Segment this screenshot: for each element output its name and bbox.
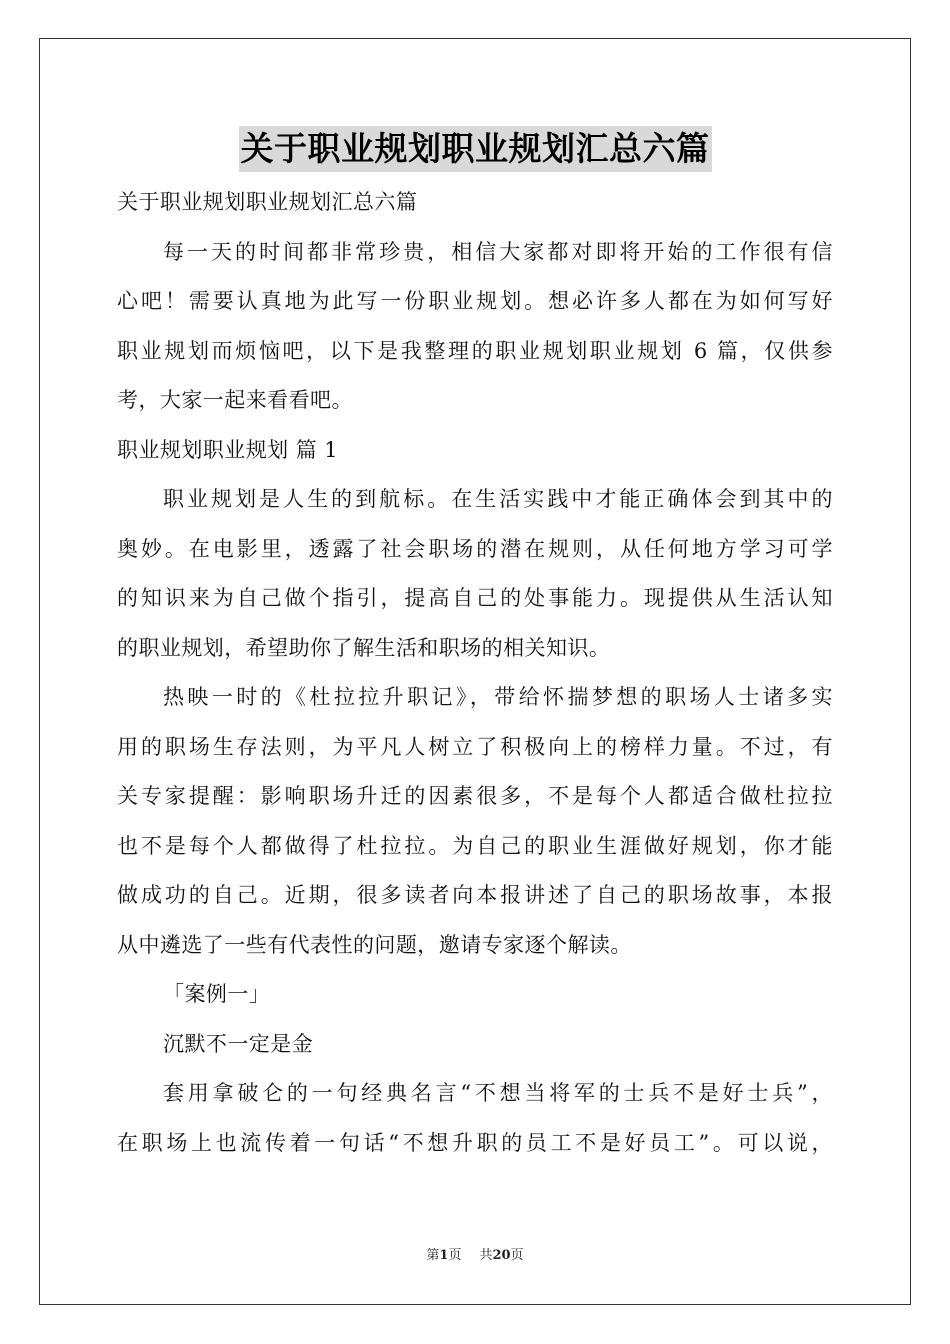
page-number: 1 (439, 1248, 449, 1263)
paragraph-line: 考，大家一起来看看吧。 (117, 388, 353, 412)
total-pages: 20 (492, 1248, 511, 1263)
paragraph-line: 的知识来为自己做个指引，提高自己的处事能力。现提供从生活认知 (117, 586, 833, 610)
total-suffix: 页 (510, 1248, 524, 1263)
page-prefix: 第 (426, 1248, 440, 1263)
case-subheading: 沉默不一定是金 (163, 1031, 314, 1056)
paragraph-line: 关专家提醒：影响职场升迁的因素很多，不是每个人都适合做杜拉拉 (117, 784, 833, 808)
paragraph-line: 每一天的时间都非常珍贵，相信大家都对即将开始的工作很有信 (163, 239, 833, 264)
paragraph-line: 的职业规划，希望助你了解生活和职场的相关知识。 (117, 635, 611, 660)
subtitle-line: 关于职业规划职业规划汇总六篇 (117, 190, 418, 214)
paragraph-line: 套用拿破仑的一句经典名言“不想当将军的士兵不是好士兵”， (163, 1081, 833, 1105)
paragraph-line: 奥妙。在电影里，透露了社会职场的潜在规则，从任何地方学习可学 (117, 536, 833, 561)
title-block (0, 126, 950, 172)
page-suffix: 页 (448, 1248, 462, 1263)
paragraph-line: 从中遴选了一些有代表性的问题，邀请专家逐个解读。 (117, 932, 632, 957)
section-heading: 职业规划职业规划 篇 1 (117, 437, 339, 462)
paragraph-line: 心吧！需要认真地为此写一份职业规划。想必许多人都在为如何写好 (117, 289, 833, 313)
document-title: 关于职业规划职业规划汇总六篇 (239, 126, 712, 172)
paragraph-line: 做成功的自己。近期，很多读者向本报讲述了自己的职场故事，本报 (117, 883, 833, 907)
paragraph-line: 用的职场生存法则，为平凡人树立了积极向上的榜样力量。不过，有 (117, 734, 833, 759)
paragraph-line: 也不是每个人都做得了杜拉拉。为自己的职业生涯做好规划，你才能 (117, 833, 833, 858)
paragraph-line: 职业规划是人生的到航标。在生活实践中才能正确体会到其中的 (163, 487, 833, 511)
paragraph-line: 热映一时的《杜拉拉升职记》，带给怀揣梦想的职场人士诸多实 (163, 685, 833, 709)
total-prefix: 共 (479, 1248, 493, 1263)
paragraph-line: 职业规划而烦恼吧，以下是我整理的职业规划职业规划 6 篇，仅供参 (117, 338, 833, 363)
page-footer (0, 1247, 950, 1265)
document-body (117, 178, 833, 1168)
paragraph-line: 在职场上也流传着一句话“不想升职的员工不是好员工”。可以说， (117, 1130, 833, 1155)
case-heading: 「案例一」 (163, 982, 271, 1006)
